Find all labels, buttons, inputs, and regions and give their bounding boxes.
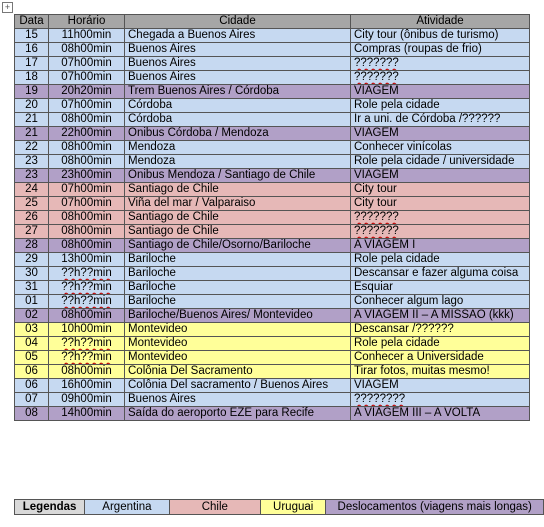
cell-cidade: Onibus Mendoza / Santiago de Chile bbox=[125, 169, 351, 183]
header-cidade: Cidade bbox=[125, 15, 351, 29]
cell-horario: 23h00min bbox=[49, 169, 125, 183]
cell-horario: 07h00min bbox=[49, 183, 125, 197]
cell-cidade: Chegada a Buenos Aires bbox=[125, 29, 351, 43]
cell-atividade: ??????? bbox=[351, 57, 530, 71]
cell-data: 28 bbox=[15, 239, 49, 253]
cell-data: 26 bbox=[15, 211, 49, 225]
cell-data: 19 bbox=[15, 85, 49, 99]
table-row bbox=[15, 127, 530, 141]
cell-horario: 08h00min bbox=[49, 211, 125, 225]
table-row bbox=[15, 393, 530, 407]
cell-horario: 08h00min bbox=[49, 141, 125, 155]
cell-data: 21 bbox=[15, 127, 49, 141]
cell-atividade: ??????? bbox=[351, 225, 530, 239]
cell-atividade: City tour (ônibus de turismo) bbox=[351, 29, 530, 43]
legend-deslocamentos: Deslocamentos (viagens mais longas) bbox=[326, 500, 544, 515]
cell-data: 23 bbox=[15, 169, 49, 183]
cell-atividade: Conhecer vinícolas bbox=[351, 141, 530, 155]
cell-atividade: Descansar /?????? bbox=[351, 323, 530, 337]
cell-atividade: Compras (roupas de frio) bbox=[351, 43, 530, 57]
cell-cidade: Montevideo bbox=[125, 337, 351, 351]
table-row bbox=[15, 323, 530, 337]
cell-cidade: Bariloche/Buenos Aires/ Montevideo bbox=[125, 309, 351, 323]
cell-horario: ??h??min bbox=[49, 281, 125, 295]
table-row bbox=[15, 239, 530, 253]
header-horario: Horário bbox=[49, 15, 125, 29]
table-row bbox=[15, 113, 530, 127]
cell-data: 07 bbox=[15, 393, 49, 407]
table-row bbox=[15, 169, 530, 183]
cell-horario: ??h??min bbox=[49, 295, 125, 309]
table-row bbox=[15, 267, 530, 281]
cell-data: 15 bbox=[15, 29, 49, 43]
cell-horario: 11h00min bbox=[49, 29, 125, 43]
cell-horario: 07h00min bbox=[49, 57, 125, 71]
cell-cidade: Buenos Aires bbox=[125, 57, 351, 71]
cell-cidade: Buenos Aires bbox=[125, 71, 351, 85]
table-row bbox=[15, 85, 530, 99]
table-row bbox=[15, 183, 530, 197]
table-row bbox=[15, 253, 530, 267]
cell-data: 03 bbox=[15, 323, 49, 337]
cell-data: 06 bbox=[15, 365, 49, 379]
table-row bbox=[15, 225, 530, 239]
cell-horario: 13h00min bbox=[49, 253, 125, 267]
cell-atividade: ??????? bbox=[351, 71, 530, 85]
table-row bbox=[15, 309, 530, 323]
cell-horario: 20h20min bbox=[49, 85, 125, 99]
table-row bbox=[15, 99, 530, 113]
cell-data: 23 bbox=[15, 155, 49, 169]
cell-cidade: Santiago de Chile bbox=[125, 183, 351, 197]
table-row bbox=[15, 57, 530, 71]
cell-atividade: A VIAGEM III – A VOLTA bbox=[351, 407, 530, 421]
cell-data: 27 bbox=[15, 225, 49, 239]
cell-atividade: A VIAGEM II – A MISSÃO (kkk) bbox=[351, 309, 530, 323]
cell-horario: 22h00min bbox=[49, 127, 125, 141]
cell-data: 02 bbox=[15, 309, 49, 323]
cell-cidade: Colônia Del sacramento / Buenos Aires bbox=[125, 379, 351, 393]
cell-cidade: Viña del mar / Valparaiso bbox=[125, 197, 351, 211]
cell-cidade: Bariloche bbox=[125, 295, 351, 309]
cell-cidade: Córdoba bbox=[125, 113, 351, 127]
cell-atividade: Conhecer algum lago bbox=[351, 295, 530, 309]
cell-atividade: Role pela cidade / universidade bbox=[351, 155, 530, 169]
cell-horario: 08h00min bbox=[49, 225, 125, 239]
cell-cidade: Santiago de Chile bbox=[125, 211, 351, 225]
cell-atividade: Esquiar bbox=[351, 281, 530, 295]
cell-atividade: Role pela cidade bbox=[351, 337, 530, 351]
table-row bbox=[15, 337, 530, 351]
cell-cidade: Bariloche bbox=[125, 267, 351, 281]
cell-cidade: Saída do aeroporto EZE para Recife bbox=[125, 407, 351, 421]
legend-uruguai: Uruguai bbox=[261, 500, 326, 515]
table-move-handle-icon[interactable]: + bbox=[2, 2, 13, 13]
cell-cidade: Trem Buenos Aires / Córdoba bbox=[125, 85, 351, 99]
cell-horario: 08h00min bbox=[49, 309, 125, 323]
header-row bbox=[15, 15, 530, 29]
cell-atividade: Ir a uni. de Córdoba /?????? bbox=[351, 113, 530, 127]
cell-data: 18 bbox=[15, 71, 49, 85]
cell-atividade: VIAGEM bbox=[351, 85, 530, 99]
cell-cidade: Buenos Aires bbox=[125, 393, 351, 407]
cell-cidade: Onibus Córdoba / Mendoza bbox=[125, 127, 351, 141]
cell-cidade: Bariloche bbox=[125, 253, 351, 267]
header-atividade: Atividade bbox=[351, 15, 530, 29]
cell-cidade: Colônia Del Sacramento bbox=[125, 365, 351, 379]
cell-atividade: Role pela cidade bbox=[351, 99, 530, 113]
cell-atividade: ???????? bbox=[351, 393, 530, 407]
cell-atividade: City tour bbox=[351, 183, 530, 197]
legend-title: Legendas bbox=[15, 500, 85, 515]
cell-data: 17 bbox=[15, 57, 49, 71]
cell-cidade: Montevideo bbox=[125, 351, 351, 365]
cell-cidade: Santiago de Chile/Osorno/Bariloche bbox=[125, 239, 351, 253]
cell-cidade: Mendoza bbox=[125, 141, 351, 155]
cell-atividade: VIAGEM bbox=[351, 169, 530, 183]
cell-horario: 07h00min bbox=[49, 99, 125, 113]
cell-atividade: Descansar e fazer alguma coisa bbox=[351, 267, 530, 281]
cell-atividade: ??????? bbox=[351, 211, 530, 225]
cell-data: 05 bbox=[15, 351, 49, 365]
table-row bbox=[15, 351, 530, 365]
cell-horario: 09h00min bbox=[49, 393, 125, 407]
table-row bbox=[15, 379, 530, 393]
table-row bbox=[15, 197, 530, 211]
cell-cidade: Córdoba bbox=[125, 99, 351, 113]
cell-atividade: VIAGEM bbox=[351, 379, 530, 393]
cell-data: 31 bbox=[15, 281, 49, 295]
cell-horario: ??h??min bbox=[49, 351, 125, 365]
cell-horario: 10h00min bbox=[49, 323, 125, 337]
cell-data: 04 bbox=[15, 337, 49, 351]
cell-horario: 08h00min bbox=[49, 365, 125, 379]
cell-data: 16 bbox=[15, 43, 49, 57]
legend-chile: Chile bbox=[169, 500, 260, 515]
cell-data: 22 bbox=[15, 141, 49, 155]
cell-atividade: Tirar fotos, muitas mesmo! bbox=[351, 365, 530, 379]
cell-data: 30 bbox=[15, 267, 49, 281]
cell-data: 20 bbox=[15, 99, 49, 113]
table-row bbox=[15, 211, 530, 225]
cell-atividade: Conhecer a Universidade bbox=[351, 351, 530, 365]
cell-data: 06 bbox=[15, 379, 49, 393]
cell-data: 08 bbox=[15, 407, 49, 421]
table-row bbox=[15, 43, 530, 57]
cell-cidade: Bariloche bbox=[125, 281, 351, 295]
cell-atividade: City tour bbox=[351, 197, 530, 211]
legend-argentina: Argentina bbox=[85, 500, 169, 515]
cell-horario: 08h00min bbox=[49, 155, 125, 169]
cell-data: 29 bbox=[15, 253, 49, 267]
table-row bbox=[15, 141, 530, 155]
cell-horario: 08h00min bbox=[49, 239, 125, 253]
table-row bbox=[15, 281, 530, 295]
cell-data: 21 bbox=[15, 113, 49, 127]
cell-cidade: Montevideo bbox=[125, 323, 351, 337]
table-row bbox=[15, 71, 530, 85]
cell-horario: ??h??min bbox=[49, 267, 125, 281]
cell-cidade: Mendoza bbox=[125, 155, 351, 169]
table-row bbox=[15, 365, 530, 379]
header-data: Data bbox=[15, 15, 49, 29]
table-row bbox=[15, 407, 530, 421]
table-row bbox=[15, 29, 530, 43]
legend-table bbox=[14, 499, 544, 515]
cell-data: 25 bbox=[15, 197, 49, 211]
cell-data: 01 bbox=[15, 295, 49, 309]
table-row bbox=[15, 295, 530, 309]
cell-horario: 16h00min bbox=[49, 379, 125, 393]
itinerary-table bbox=[14, 14, 530, 421]
cell-horario: 07h00min bbox=[49, 71, 125, 85]
cell-atividade: A VIAGEM I bbox=[351, 239, 530, 253]
cell-cidade: Santiago de Chile bbox=[125, 225, 351, 239]
cell-atividade: Role pela cidade bbox=[351, 253, 530, 267]
cell-horario: ??h??min bbox=[49, 337, 125, 351]
cell-atividade: VIAGEM bbox=[351, 127, 530, 141]
cell-horario: 08h00min bbox=[49, 113, 125, 127]
cell-horario: 08h00min bbox=[49, 43, 125, 57]
table-row bbox=[15, 155, 530, 169]
cell-horario: 14h00min bbox=[49, 407, 125, 421]
cell-horario: 07h00min bbox=[49, 197, 125, 211]
cell-data: 24 bbox=[15, 183, 49, 197]
cell-cidade: Buenos Aires bbox=[125, 43, 351, 57]
